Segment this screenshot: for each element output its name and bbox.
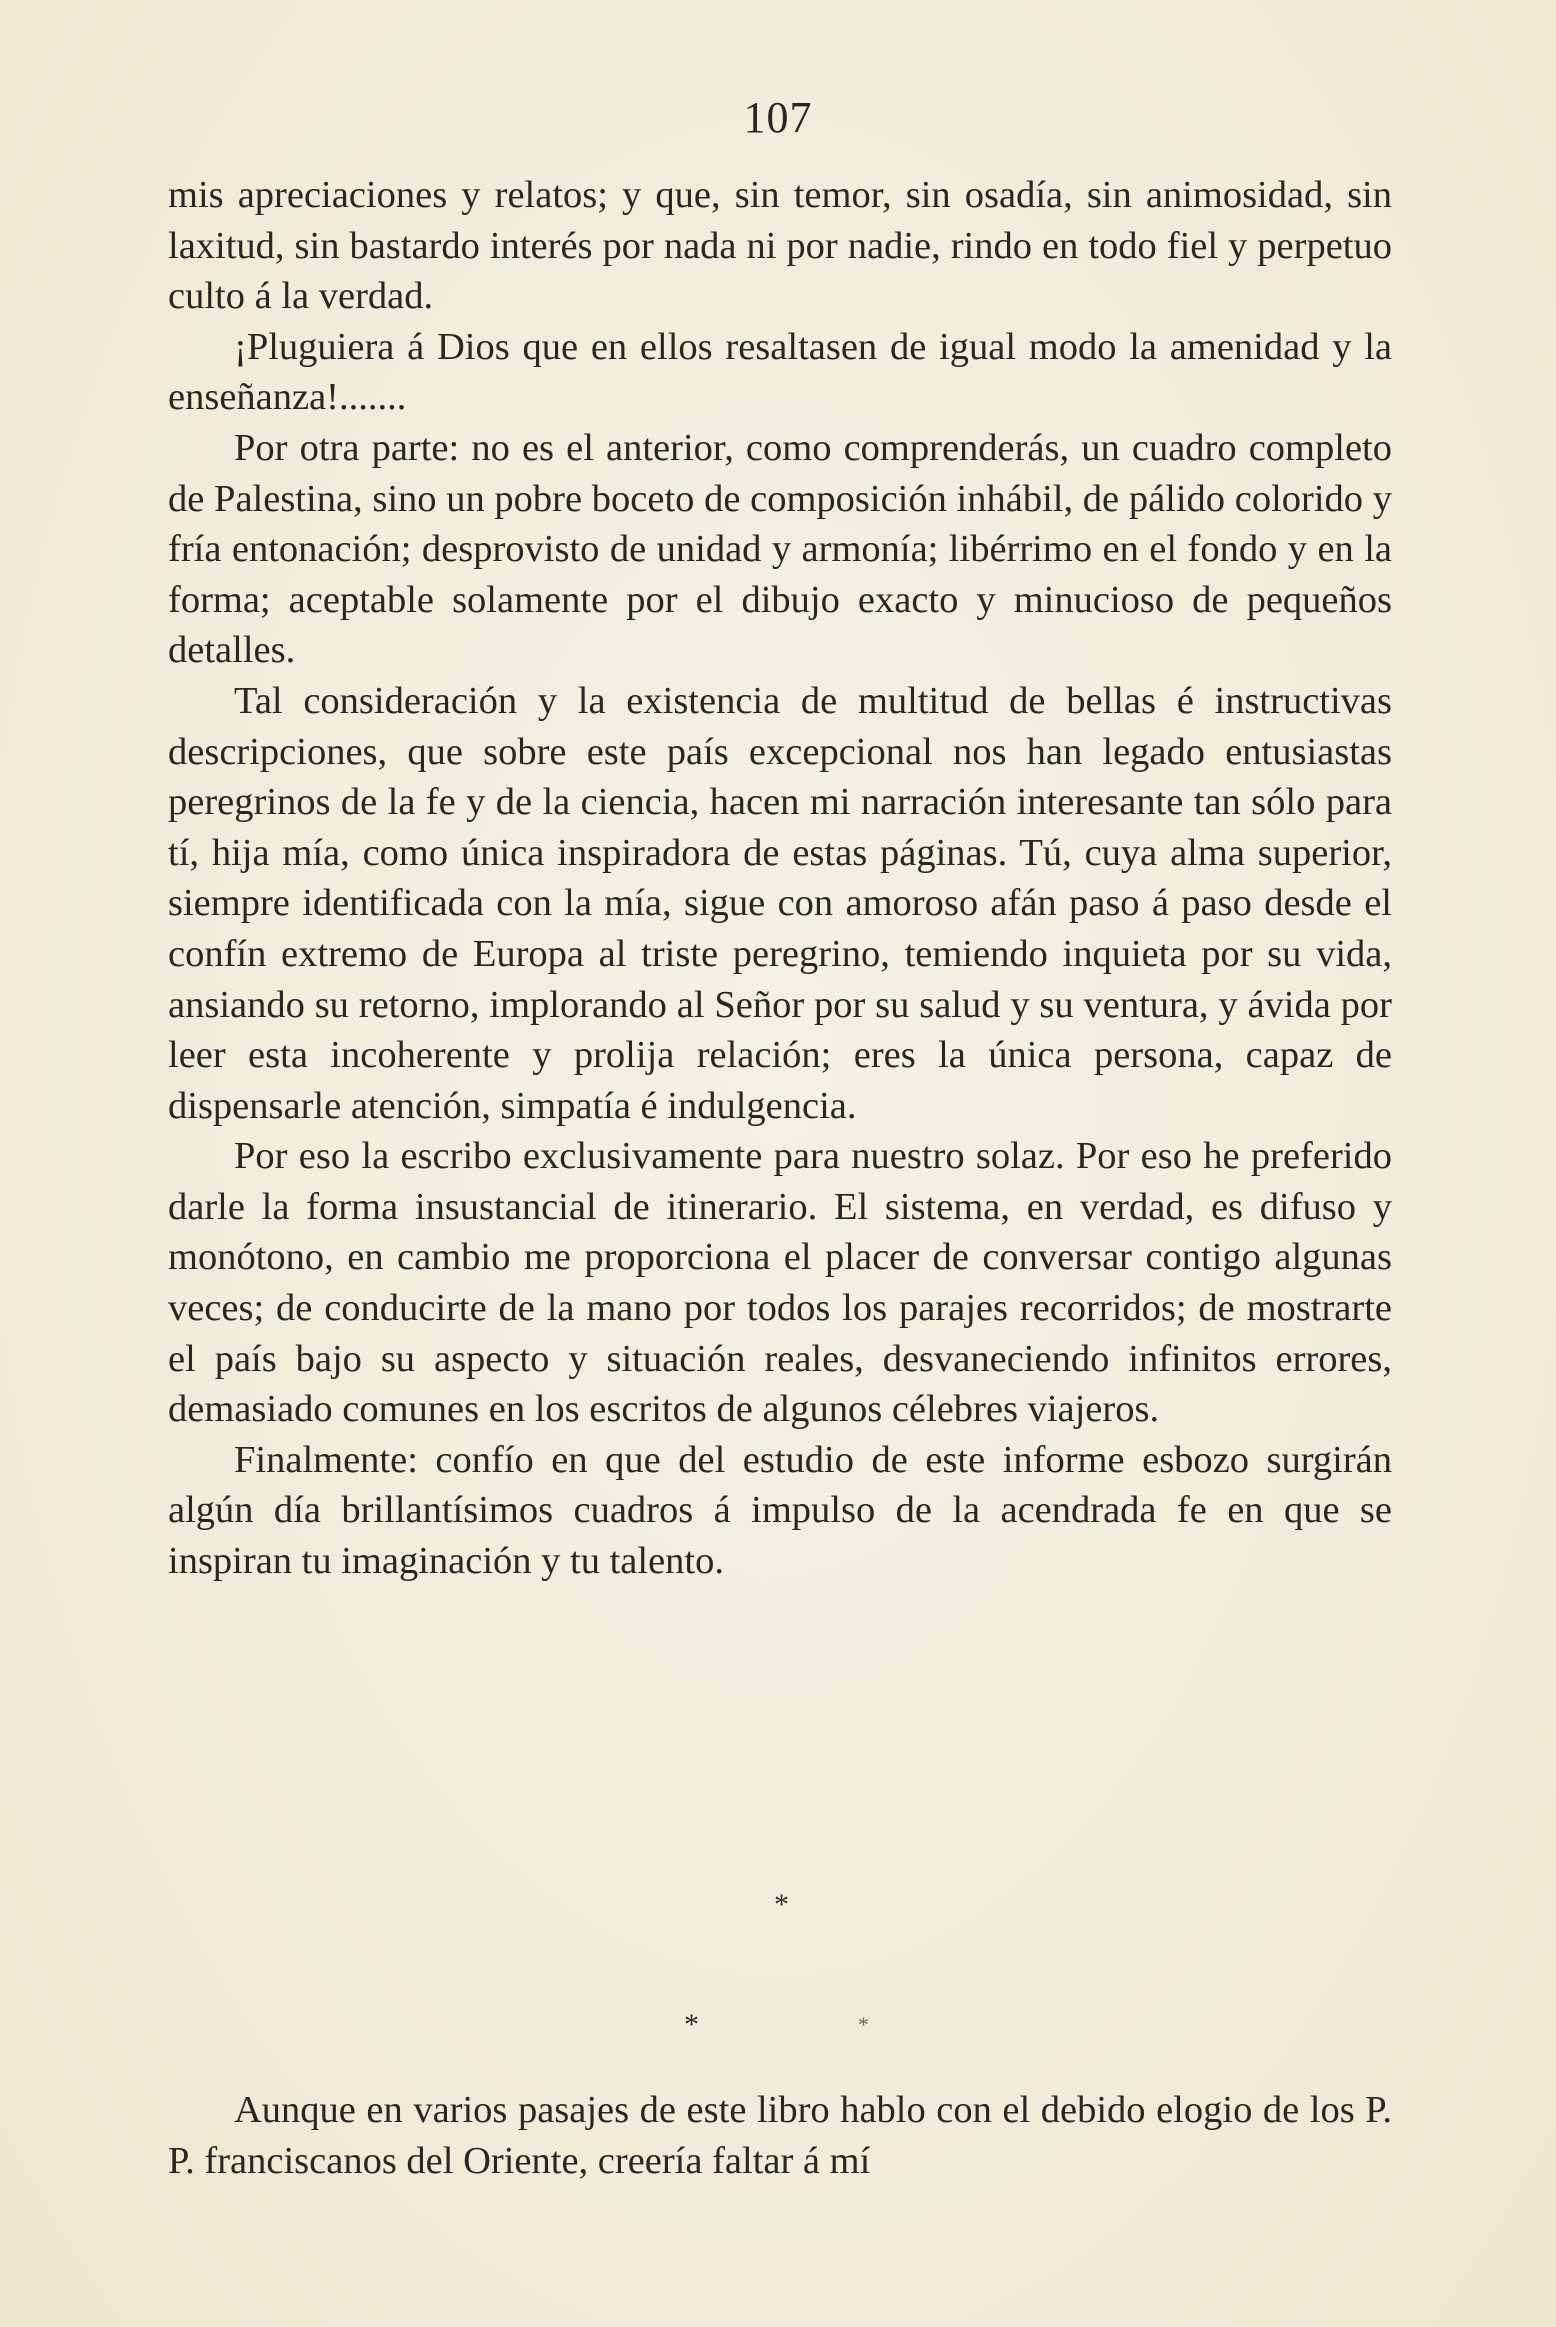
asterism-star: *: [774, 1888, 789, 1921]
main-text-block: [168, 170, 1392, 1587]
asterism-star: *: [684, 2008, 699, 2041]
page-number: 107: [743, 93, 813, 142]
paragraph-conclusion: Finalmente: confío en que del estudio de este informe esbozo surgirán algún día brillantísimos cuadros á impulso de la acendrada fe en que se inspiran tu imaginación y tu talento.: [168, 1438, 1392, 1583]
closing-text-block: [168, 2085, 1392, 2186]
paragraph-continuation: mis apreciaciones y relatos; y que, sin temor, sin osadía, sin animosidad, sin laxitud, sin bastardo interés por nada ni por nadie, rindo en todo fiel y perpetuo culto á la verdad.: [168, 174, 1392, 318]
paragraph-description: Por otra parte: no es el anterior, como comprenderás, un cuadro completo de Palestina, sino un pobre boceto de composición inhábil, de pálido colorido y fría entonación; desprovisto de unidad y armonía; libérrimo en el fondo y en la forma; aceptable solamente por el dibujo exacto y minucioso de pequeños detalles.: [168, 426, 1392, 672]
asterism-star: *: [858, 2012, 869, 2037]
paragraph-exclamation: ¡Pluguiera á Dios que en ellos resaltasen de igual modo la amenidad y la enseñanza!.......: [168, 325, 1392, 419]
paragraph-dedication: Tal consideración y la existencia de multitud de bellas é instructivas descripciones, que sobre este país excepcional nos han legado entusiastas peregrinos de la fe y de la ciencia, hacen mi narración interesante tan sólo para tí, hija mía, como única inspiradora de estas páginas. Tú, cuya alma superior, siempre identificada con la mía, sigue con amoroso afán paso á paso desde el confín extremo de Europa al triste peregrino, temiendo inquieta por su vida, ansiando su retorno, implorando al Señor por su salud y su ventura, y ávida por leer esta incoherente y prolija relación; eres la única persona, capaz de dispensarle atención, simpatía é indulgencia.: [168, 679, 1392, 1127]
paragraph-franciscans: Aunque en varios pasajes de este libro hablo con el debido elogio de los P. P. franciscanos del Oriente, creería faltar á mí: [168, 2089, 1392, 2182]
paragraph-purpose: Por eso la escribo exclusivamente para nuestro solaz. Por eso he preferido darle la forma insustancial de itinerario. El sistema, en verdad, es difuso y monótono, en cambio me proporciona el placer de conversar contigo algunas veces; de conducirte de la mano por todos los parajes recorridos; de mostrarte el país bajo su aspecto y situación reales, desvaneciendo infinitos errores, demasiado comunes en los escritos de algunos célebres viajeros.: [168, 1135, 1392, 1431]
section-asterism: [0, 1880, 1556, 2050]
